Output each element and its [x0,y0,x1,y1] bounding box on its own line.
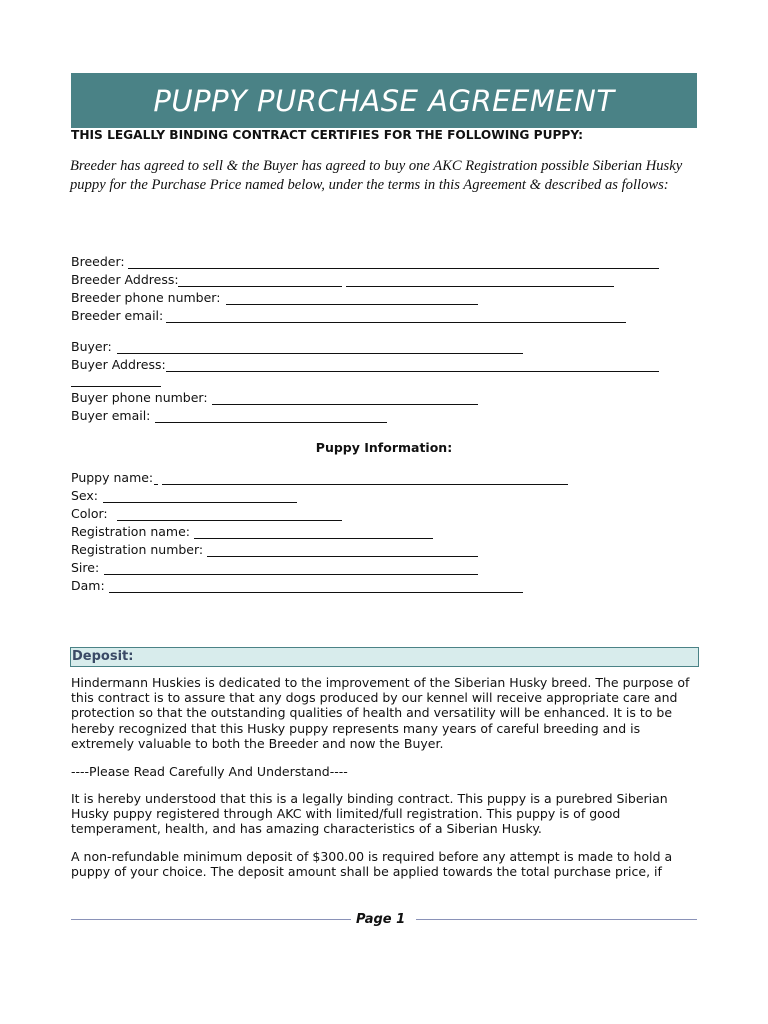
footer-rule-left [71,919,351,920]
sire-line[interactable] [104,574,478,575]
deposit-heading: Deposit: [70,647,699,667]
buyer-email-label: Buyer email: [71,408,151,423]
registration-name-line[interactable] [194,538,433,539]
puppy-name-line-short [154,484,158,485]
buyer-email-line[interactable] [155,422,387,423]
breeder-address-label: Breeder Address: [71,272,179,287]
breeder-name-label: Breeder: [71,254,125,269]
deposit-paragraph-3: It is hereby understood that this is a legally binding contract. This puppy is a purebred Siberian Husky puppy registered through AKC with limited/full registration. This puppy is of good temperament, health, and has amazing characteristics of a Siberian Husky. [71,791,668,837]
puppy-name-line[interactable] [162,484,568,485]
breeder-phone-label: Breeder phone number: [71,290,221,305]
deposit-paragraph-1: Hindermann Huskies is dedicated to the improvement of the Siberian Husky breed. The purpose of this contract is to assure that any dogs produced by our kennel will receive appropriate care and protection so that the outstanding qualities of health and versatility will be enhanced. It is to be hereby recognized that this Husky puppy represents many years of careful breeding and is extremely valuable to both the Breeder and now the Buyer. [71,675,690,751]
footer-rule-right [416,919,697,920]
buyer-phone-label: Buyer phone number: [71,390,208,405]
page-number: Page 1 [356,912,406,927]
registration-number-line[interactable] [207,556,478,557]
certifies-heading: THIS LEGALLY BINDING CONTRACT CERTIFIES FOR THE FOLLOWING PUPPY: [71,128,584,142]
breeder-name-line[interactable] [128,268,659,269]
breeder-address-line-2[interactable] [346,286,614,287]
sire-label: Sire: [71,560,100,575]
buyer-address-line-1[interactable] [166,371,659,372]
puppy-info-heading: Puppy Information: [315,440,453,455]
puppy-name-label: Puppy name: [71,470,154,485]
deposit-paragraph-4: A non-refundable minimum deposit of $300.00 is required before any attempt is made to hold a puppy of your choice. The deposit amount shall be applied towards the total purchase price, if [71,849,673,880]
dam-label: Dam: [71,578,105,593]
document-title: PUPPY PURCHASE AGREEMENT [71,73,697,128]
breeder-address-line-1[interactable] [178,286,342,287]
deposit-paragraph-2: ----Please Read Carefully And Understand---- [71,764,348,779]
breeder-email-line[interactable] [166,322,626,323]
breeder-email-label: Breeder email: [71,308,164,323]
buyer-address-line-2[interactable] [71,386,161,387]
dam-line[interactable] [109,592,523,593]
buyer-name-label: Buyer: [71,339,112,354]
buyer-name-line[interactable] [117,353,523,354]
buyer-address-label: Buyer Address: [71,357,166,372]
breeder-phone-line[interactable] [226,304,478,305]
sex-line[interactable] [103,502,297,503]
color-line[interactable] [117,520,342,521]
intro-paragraph: Breeder has agreed to sell & the Buyer has agreed to buy one AKC Registration possible Siberian Husky puppy for the Purchase Price named below, under the terms in this Agreement & described as follows: [70,158,683,193]
sex-label: Sex: [71,488,99,503]
registration-number-label: Registration number: [71,542,204,557]
registration-name-label: Registration name: [71,524,191,539]
color-label: Color: [71,506,108,521]
buyer-phone-line[interactable] [212,404,478,405]
